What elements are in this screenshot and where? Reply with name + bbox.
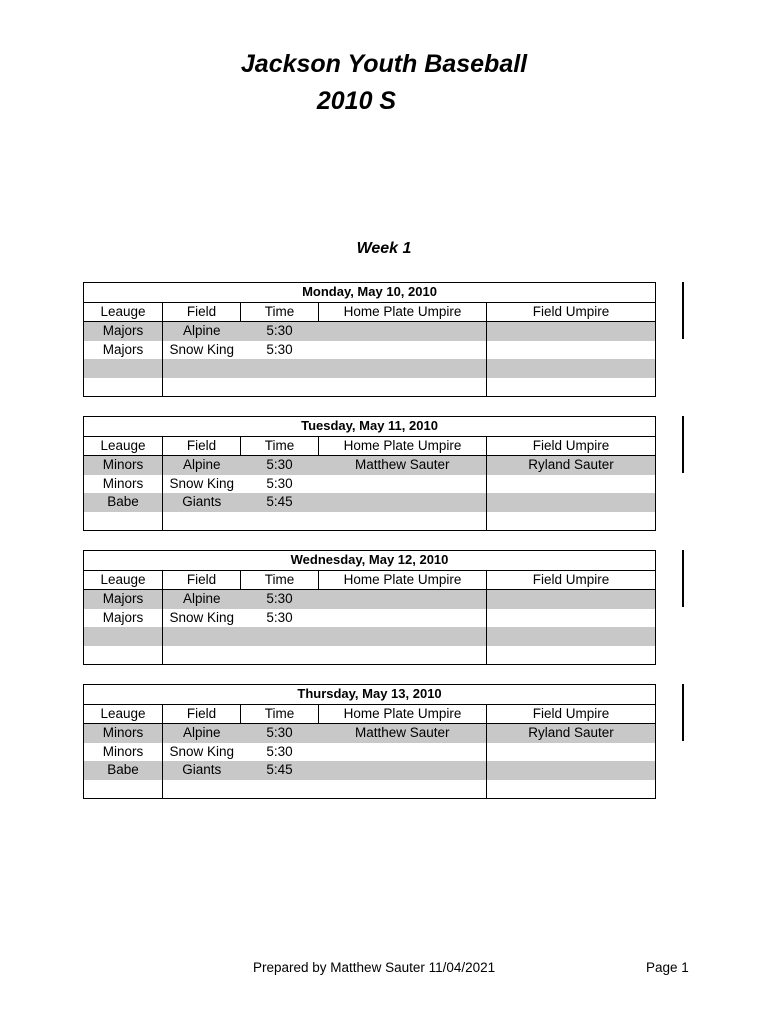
cell-field-umpire: Ryland Sauter	[487, 456, 656, 475]
column-header: Home Plate Umpire	[319, 302, 487, 322]
table-row	[84, 780, 656, 799]
cell-field-umpire	[487, 761, 656, 780]
table-row	[84, 646, 656, 665]
column-header: Field	[163, 704, 241, 724]
column-header: Field Umpire	[487, 302, 656, 322]
cell-field	[163, 627, 241, 646]
table-row	[84, 322, 656, 341]
cell-home-plate-umpire	[319, 609, 487, 628]
column-header: Field Umpire	[487, 570, 656, 590]
cell-field-umpire	[487, 780, 656, 799]
cell-field: Alpine	[163, 724, 241, 743]
column-header: Field Umpire	[487, 704, 656, 724]
cell-home-plate-umpire	[319, 322, 487, 341]
column-header: Time	[241, 436, 319, 456]
table-row	[84, 456, 656, 475]
cell-field-umpire	[487, 743, 656, 762]
day-schedule-table	[83, 416, 656, 531]
cell-field	[163, 780, 241, 799]
column-header: Field	[163, 436, 241, 456]
footer-page-number: Page 1	[646, 960, 689, 975]
day-date-header: Monday, May 10, 2010	[84, 283, 656, 303]
cell-home-plate-umpire	[319, 590, 487, 609]
cell-time	[241, 359, 319, 378]
document-title: Jackson Youth Baseball	[240, 50, 528, 78]
cell-field: Alpine	[163, 322, 241, 341]
cell-home-plate-umpire: Matthew Sauter	[319, 724, 487, 743]
margin-bar	[682, 282, 684, 339]
column-header: Time	[241, 570, 319, 590]
cell-field-umpire	[487, 627, 656, 646]
cell-field-umpire: Ryland Sauter	[487, 724, 656, 743]
cell-field-umpire	[487, 512, 656, 531]
cell-league	[84, 780, 163, 799]
cell-time: 5:30	[241, 590, 319, 609]
cell-time: 5:30	[241, 724, 319, 743]
cell-home-plate-umpire	[319, 627, 487, 646]
cell-time	[241, 646, 319, 665]
table-row	[84, 590, 656, 609]
cell-field	[163, 378, 241, 397]
cell-field: Giants	[163, 493, 241, 512]
cell-field-umpire	[487, 646, 656, 665]
footer-prepared-by: Prepared by Matthew Sauter 11/04/2021	[253, 960, 496, 975]
cell-time: 5:45	[241, 761, 319, 780]
cell-time	[241, 780, 319, 799]
cell-field: Alpine	[163, 590, 241, 609]
margin-bar	[682, 550, 684, 607]
cell-home-plate-umpire	[319, 761, 487, 780]
cell-field	[163, 359, 241, 378]
cell-home-plate-umpire	[319, 646, 487, 665]
table-row	[84, 609, 656, 628]
cell-time	[241, 378, 319, 397]
cell-league	[84, 627, 163, 646]
cell-league: Majors	[84, 341, 163, 360]
cell-league	[84, 646, 163, 665]
day-date-header: Tuesday, May 11, 2010	[84, 417, 656, 437]
table-row	[84, 378, 656, 397]
cell-field-umpire	[487, 590, 656, 609]
cell-field-umpire	[487, 609, 656, 628]
cell-league: Babe	[84, 493, 163, 512]
cell-field: Snow King	[169, 475, 235, 491]
table-row	[84, 724, 656, 743]
day-date-header: Thursday, May 13, 2010	[84, 685, 656, 705]
column-header: Leauge	[84, 704, 163, 724]
cell-time: 5:30	[266, 609, 293, 625]
cell-field: Snow King	[169, 341, 235, 357]
cell-field-umpire	[487, 322, 656, 341]
cell-field: Snow King	[169, 609, 235, 625]
week-label: Week 1	[356, 240, 412, 257]
column-header: Leauge	[84, 570, 163, 590]
cell-league	[84, 378, 163, 397]
cell-league: Minors	[84, 724, 163, 743]
cell-home-plate-umpire	[319, 359, 487, 378]
table-row	[84, 743, 656, 762]
column-header: Field	[163, 570, 241, 590]
cell-field-umpire	[487, 493, 656, 512]
column-header: Time	[241, 302, 319, 322]
cell-time: 5:30	[266, 743, 293, 759]
cell-league: Majors	[84, 609, 163, 628]
column-header: Field	[163, 302, 241, 322]
cell-league: Babe	[84, 761, 163, 780]
cell-time: 5:45	[241, 493, 319, 512]
cell-league	[84, 512, 163, 531]
column-header: Home Plate Umpire	[319, 570, 487, 590]
cell-field-umpire	[487, 475, 656, 494]
table-row	[84, 627, 656, 646]
table-row	[84, 341, 656, 360]
column-header: Field Umpire	[487, 436, 656, 456]
cell-time: 5:30	[266, 475, 293, 491]
column-header: Home Plate Umpire	[319, 436, 487, 456]
table-row	[84, 475, 656, 494]
cell-field: Alpine	[163, 456, 241, 475]
day-schedule-table	[83, 282, 656, 397]
cell-home-plate-umpire: Matthew Sauter	[319, 456, 487, 475]
table-row	[84, 512, 656, 531]
table-row	[84, 761, 656, 780]
cell-time	[241, 512, 319, 531]
cell-field: Snow King	[169, 743, 235, 759]
cell-time: 5:30	[241, 322, 319, 341]
cell-home-plate-umpire	[319, 512, 487, 531]
cell-home-plate-umpire	[319, 493, 487, 512]
cell-home-plate-umpire	[319, 341, 487, 360]
cell-home-plate-umpire	[319, 743, 487, 762]
margin-bar	[682, 416, 684, 473]
cell-time: 5:30	[241, 456, 319, 475]
column-header: Home Plate Umpire	[319, 704, 487, 724]
cell-home-plate-umpire	[319, 475, 487, 494]
column-header: Leauge	[84, 302, 163, 322]
table-row	[84, 359, 656, 378]
cell-field: Giants	[163, 761, 241, 780]
cell-league: Majors	[84, 322, 163, 341]
column-header: Leauge	[84, 436, 163, 456]
column-header: Time	[241, 704, 319, 724]
day-date-header: Wednesday, May 12, 2010	[84, 551, 656, 571]
cell-league: Minors	[84, 743, 163, 762]
table-row	[84, 493, 656, 512]
cell-home-plate-umpire	[319, 780, 487, 799]
cell-league	[84, 359, 163, 378]
day-schedule-table	[83, 684, 656, 799]
cell-field	[163, 512, 241, 531]
cell-league: Minors	[84, 475, 163, 494]
cell-time	[241, 627, 319, 646]
cell-field	[163, 646, 241, 665]
document-subtitle-clipped	[0, 84, 768, 115]
cell-field-umpire	[487, 341, 656, 360]
cell-field-umpire	[487, 359, 656, 378]
cell-league: Minors	[84, 456, 163, 475]
cell-field-umpire	[487, 378, 656, 397]
cell-league: Majors	[84, 590, 163, 609]
cell-home-plate-umpire	[319, 378, 487, 397]
day-schedule-table	[83, 550, 656, 665]
cell-time: 5:30	[266, 341, 293, 357]
subtitle-text: 2010 S	[316, 87, 397, 115]
margin-bar	[682, 684, 684, 741]
